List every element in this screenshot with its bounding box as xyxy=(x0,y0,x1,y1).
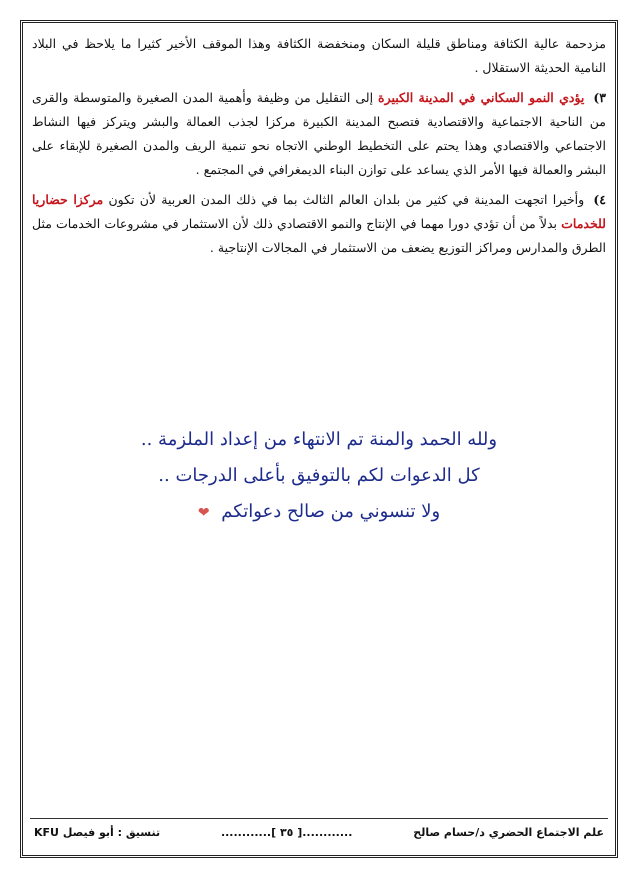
paragraph-text: وأخيرا اتجهت المدينة في كثير من بلدان العالم الثالث بما في ذلك المدن العربية لأن تكون xyxy=(108,192,585,207)
page-number: ............[ ٣٥ ]............ xyxy=(220,825,353,839)
highlight-text: يؤدي النمو السكاني في المدينة الكبيرة xyxy=(378,90,585,105)
paragraph-3 xyxy=(32,86,606,182)
item-number: ٤) xyxy=(593,192,606,207)
page-footer xyxy=(34,822,604,842)
paragraph-text: بدلاً من أن تؤدي دورا مهما في الإنتاج والنمو الاقتصادي ذلك لأن الاستثمار في مشروعات الخدمات مثل الطرق والمدارس ومراكز التوزيع يضعف من الاستثمار في المجالات الإنتاجية . xyxy=(32,216,606,255)
closing-line-2: كل الدعوات لكم بالتوفيق بأعلى الدرجات .. xyxy=(158,465,480,486)
document-body xyxy=(32,32,606,266)
footer-credit: تنسيق : أبو فيصل KFU xyxy=(34,825,161,839)
footer-divider xyxy=(30,818,608,819)
paragraph-1: مزدحمة عالية الكثافة ومناطق قليلة السكان ومنخفضة الكثافة وهذا الموقف الأخير كثيرا ما يلاحظ في البلاد النامية الحديثة الاستقلال . xyxy=(32,36,606,75)
closing-line-3-text: ولا تنسوني من صالح دعواتكم xyxy=(221,501,441,522)
footer-course-title: علم الاجتماع الحضري د/حسام صالح xyxy=(413,825,604,839)
closing-line-3 xyxy=(0,494,638,531)
paragraph-text: إلى التقليل من وظيفة وأهمية المدن الصغيرة والمتوسطة والقرى من الناحية الاجتماعية والاقتصادية فتصبح المدينة الكبيرة مركزا لجذب العمالة والبشر ويتركز فيها النشاط الاجتماعي والاقتصادي وهذا يحتم على التخطيط الوطني الاتجاه نحو تنمية الريف والمدن الصغيرة للإبقاء على البشر والعمالة فيها الأمر الذي يساعد على توازن البناء الديمغرافي في المجتمع . xyxy=(32,90,606,177)
item-number: ٣) xyxy=(593,90,606,105)
closing-line-1: ولله الحمد والمنة تم الانتهاء من إعداد الملزمة .. xyxy=(140,429,498,450)
paragraph-4 xyxy=(32,188,606,260)
highlight-text: مركزا حضاريا للخدمات xyxy=(32,192,606,231)
heart-icon: ❤ xyxy=(197,505,210,521)
closing-remarks xyxy=(0,422,638,531)
